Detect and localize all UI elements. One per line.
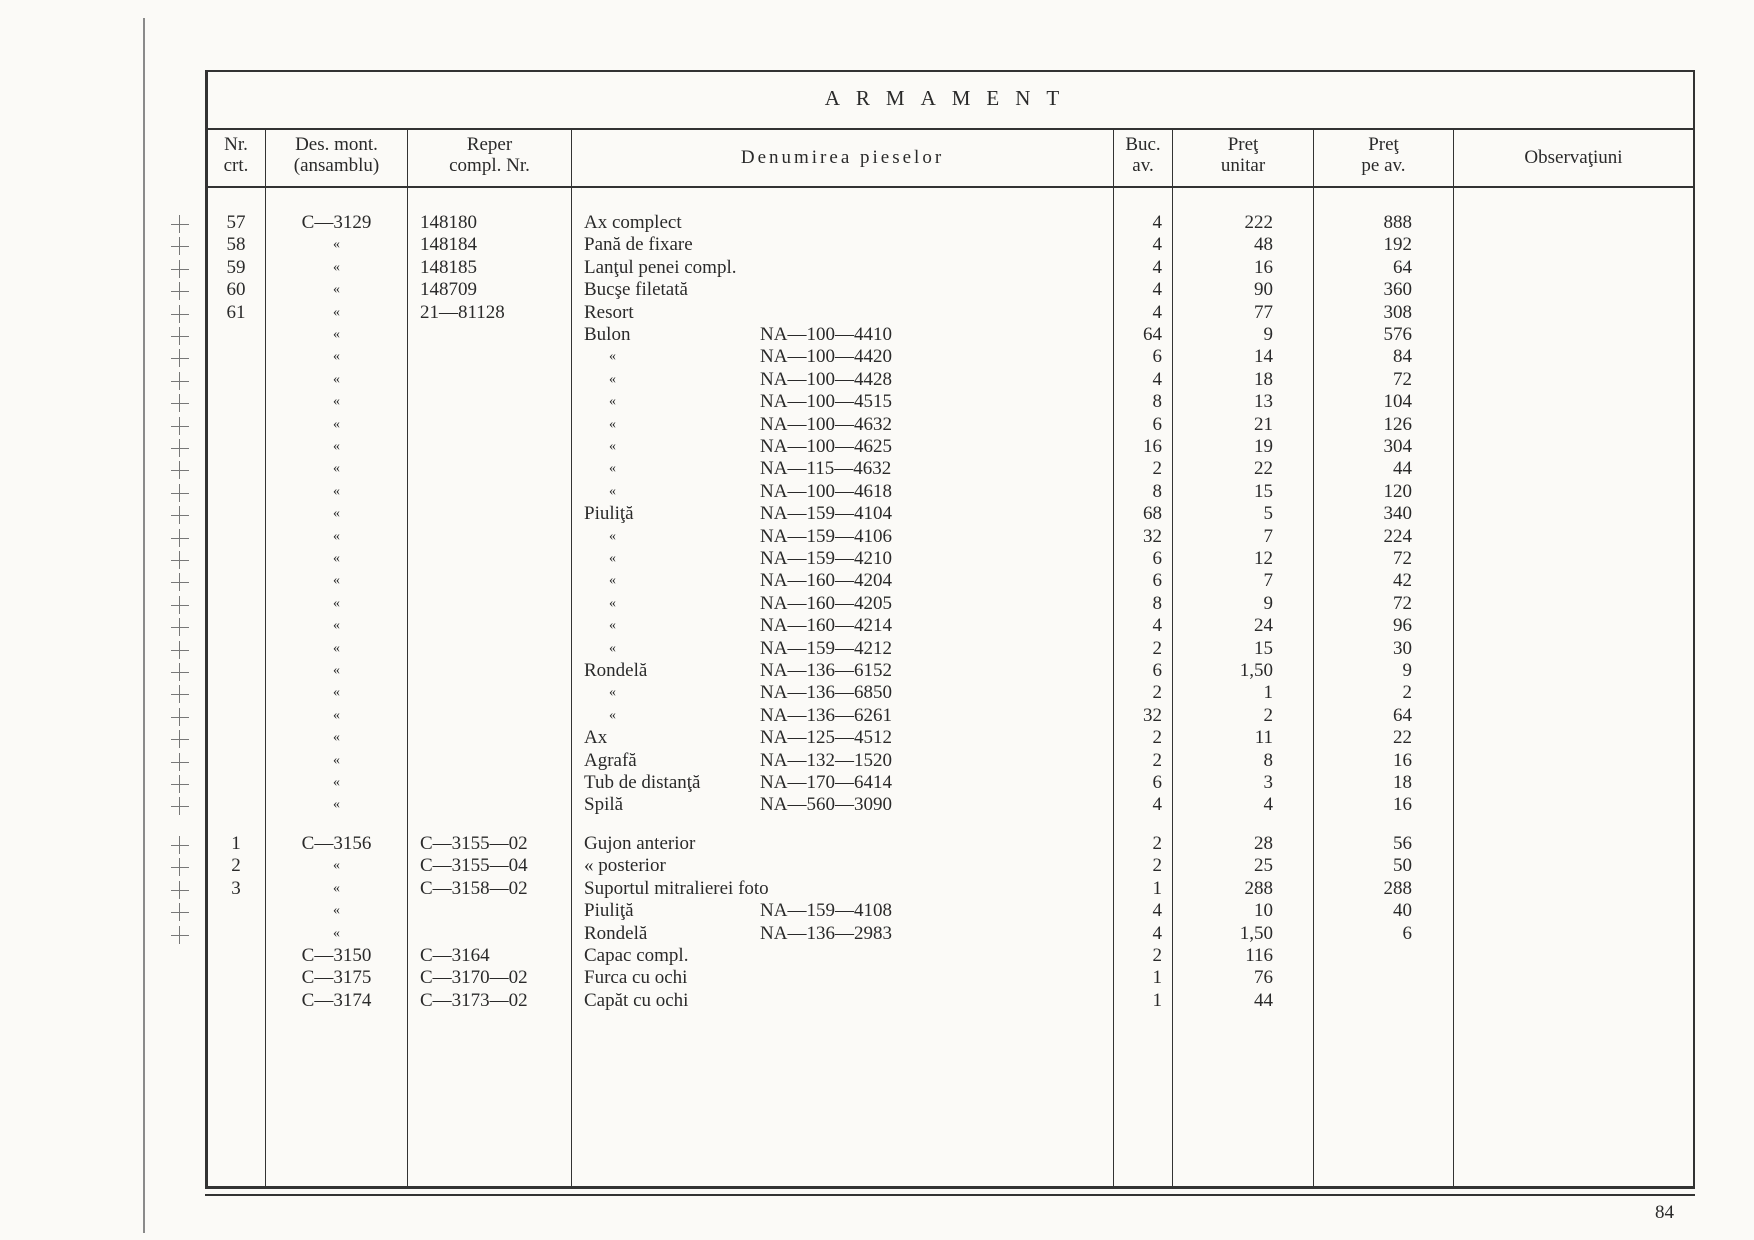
plus-mark-icon	[171, 237, 189, 255]
cell-pret-pe-av: 72	[1393, 592, 1412, 614]
cell-buc: 4	[1152, 615, 1162, 637]
cell-pret-unitar: 5	[1263, 503, 1273, 525]
cell-code: NA—100—4625	[760, 436, 892, 457]
cell-pret-pe-av: 304	[1383, 436, 1412, 457]
cell-des-mont: «	[333, 349, 340, 365]
cell-buc: 6	[1152, 548, 1162, 569]
binding-line	[143, 18, 145, 1233]
cell-code: NA—136—6261	[760, 704, 892, 726]
cell-des-mont: «	[333, 903, 340, 919]
header-reper: Reper compl. Nr.	[449, 134, 530, 176]
plus-mark-icon	[171, 708, 189, 726]
plus-mark-icon	[171, 551, 189, 569]
cell-des-mont: «	[333, 416, 340, 432]
cell-pret-unitar: 44	[1254, 989, 1273, 1011]
cell-buc: 8	[1152, 391, 1162, 413]
plus-mark-icon	[171, 641, 189, 659]
cell-des-mont: «	[333, 707, 340, 723]
cell-denumirea: Bulon	[584, 324, 631, 345]
cell-pret-unitar: 24	[1254, 615, 1273, 637]
cell-pret-pe-av: 308	[1383, 301, 1412, 323]
cell-code: NA—100—4515	[760, 391, 892, 413]
cell-pret-pe-av: 50	[1393, 855, 1412, 877]
cell-denumirea: Piuliţă	[584, 900, 634, 922]
cell-code: NA—136—2983	[760, 922, 892, 944]
cell-pret-unitar: 48	[1254, 234, 1273, 256]
cell-des-mont: C—3150	[301, 945, 372, 966]
cell-des-mont: «	[333, 394, 340, 410]
plus-mark-icon	[171, 573, 189, 591]
cell-denumirea: Rondelă	[584, 922, 648, 944]
plus-mark-icon	[171, 753, 189, 771]
cell-denumirea: Furca cu ochi	[584, 967, 688, 989]
plus-mark-icon	[171, 529, 189, 547]
plus-mark-icon	[171, 461, 189, 479]
cell-reper: C—3173—02	[420, 989, 528, 1011]
cell-pret-pe-av: 340	[1383, 503, 1412, 525]
cell-pret-unitar: 19	[1254, 436, 1273, 457]
header-pret-unitar: Preţ unitar	[1220, 134, 1266, 176]
header-observatiuni: Observaţiuni	[1524, 147, 1623, 168]
cell-pret-pe-av: 22	[1393, 727, 1412, 749]
plus-mark-icon	[171, 484, 189, 502]
cell-denumirea: «	[609, 439, 616, 454]
cell-reper: 148709	[420, 279, 477, 301]
cell-reper: 21—81128	[420, 301, 505, 323]
cell-nr: 61	[226, 301, 246, 323]
cell-pret-unitar: 222	[1244, 212, 1273, 233]
plus-mark-icon	[171, 349, 189, 367]
cell-des-mont: «	[333, 282, 340, 298]
cell-pret-pe-av: 64	[1393, 256, 1412, 278]
cell-buc: 32	[1143, 525, 1162, 547]
cell-denumirea: «	[609, 595, 616, 611]
cell-denumirea: «	[609, 573, 616, 589]
cell-denumirea: Spilă	[584, 794, 624, 816]
cell-des-mont: «	[333, 259, 340, 275]
cell-pret-unitar: 16	[1254, 256, 1273, 278]
cell-pret-unitar: 77	[1254, 301, 1273, 323]
cell-denumirea: Piuliţă	[584, 503, 634, 525]
cell-pret-unitar: 288	[1244, 877, 1273, 899]
cell-denumirea: «	[609, 349, 616, 365]
cell-buc: 32	[1143, 704, 1162, 726]
cell-buc: 2	[1152, 727, 1162, 749]
cell-buc: 4	[1152, 922, 1162, 944]
cell-nr: 1	[231, 833, 241, 854]
cell-des-mont: «	[333, 730, 340, 746]
header-buc: Buc. av.	[1125, 134, 1161, 176]
cell-reper: C—3155—02	[420, 833, 528, 854]
cell-des-mont: «	[333, 663, 340, 678]
cell-denumirea: Lanţul penei compl.	[584, 256, 737, 278]
cell-code: NA—159—4104	[760, 503, 892, 525]
cell-buc: 6	[1152, 570, 1162, 592]
cell-pret-unitar: 9	[1263, 324, 1273, 345]
cell-des-mont: «	[333, 304, 340, 320]
cell-buc: 4	[1152, 256, 1162, 278]
cell-des-mont: «	[333, 618, 340, 634]
cell-pret-pe-av: 44	[1393, 458, 1412, 480]
plus-mark-icon	[171, 730, 189, 748]
cell-pret-unitar: 1,50	[1239, 922, 1273, 944]
cell-buc: 2	[1152, 749, 1162, 771]
cell-des-mont: C—3174	[301, 989, 372, 1011]
cell-pret-pe-av: 888	[1383, 212, 1412, 233]
cell-denumirea: Gujon anterior	[584, 833, 696, 854]
cell-denumirea: «	[609, 461, 616, 477]
cell-code: NA—132—1520	[760, 749, 892, 771]
cell-pret-unitar: 28	[1254, 833, 1273, 854]
cell-pret-unitar: 7	[1263, 525, 1273, 547]
col-divider	[571, 130, 572, 1188]
cell-buc: 4	[1152, 794, 1162, 816]
cell-denumirea: Pană de fixare	[584, 234, 693, 256]
cell-code: NA—100—4410	[760, 324, 892, 345]
cell-nr: 60	[226, 279, 246, 301]
cell-pret-pe-av: 16	[1393, 749, 1412, 771]
cell-pret-unitar: 15	[1254, 480, 1273, 502]
cell-des-mont: C—3129	[301, 212, 372, 233]
cell-code: NA—100—4428	[760, 368, 892, 390]
cell-code: NA—136—6152	[760, 660, 892, 681]
plus-mark-icon	[171, 618, 189, 636]
cell-buc: 4	[1152, 900, 1162, 922]
cell-pret-unitar: 14	[1254, 346, 1273, 368]
col-divider	[1453, 130, 1454, 1188]
plus-mark-icon	[171, 417, 189, 435]
cell-nr: 58	[226, 234, 246, 256]
cell-pret-pe-av: 72	[1393, 548, 1412, 569]
cell-pret-unitar: 25	[1254, 855, 1273, 877]
cell-denumirea: «	[609, 416, 616, 432]
cell-des-mont: «	[333, 439, 340, 454]
cell-pret-pe-av: 104	[1383, 391, 1412, 413]
cell-code: NA—100—4618	[760, 480, 892, 502]
cell-des-mont: «	[333, 573, 340, 589]
cell-reper: C—3158—02	[420, 877, 528, 899]
cell-nr: 3	[231, 877, 241, 899]
cell-denumirea: Tub de distanţă	[584, 772, 701, 793]
cell-pret-pe-av: 2	[1402, 682, 1412, 704]
cell-pret-pe-av: 16	[1393, 794, 1412, 816]
cell-denumirea: Capăt cu ochi	[584, 989, 689, 1011]
cell-buc: 6	[1152, 413, 1162, 435]
plus-mark-icon	[171, 506, 189, 524]
cell-pret-unitar: 76	[1254, 967, 1273, 989]
cell-buc: 2	[1152, 682, 1162, 704]
cell-des-mont: «	[333, 483, 340, 499]
cell-des-mont: «	[333, 880, 340, 896]
cell-nr: 2	[231, 855, 241, 877]
plus-mark-icon	[171, 858, 189, 876]
cell-pret-unitar: 3	[1263, 772, 1273, 793]
cell-pret-pe-av: 120	[1383, 480, 1412, 502]
cell-des-mont: «	[333, 506, 340, 522]
cell-denumirea: « posterior	[584, 855, 666, 877]
cell-pret-unitar: 15	[1254, 637, 1273, 659]
cell-pret-pe-av: 6	[1402, 922, 1412, 944]
cell-buc: 4	[1152, 279, 1162, 301]
cell-pret-unitar: 18	[1254, 368, 1273, 390]
cell-buc: 4	[1152, 212, 1162, 233]
cell-des-mont: «	[333, 752, 340, 768]
cell-pret-pe-av: 30	[1393, 637, 1412, 659]
cell-pret-pe-av: 288	[1383, 877, 1412, 899]
cell-pret-unitar: 8	[1263, 749, 1273, 771]
cell-code: NA—159—4106	[760, 525, 892, 547]
cell-des-mont: «	[333, 775, 340, 790]
header-bottom-rule	[207, 186, 1693, 188]
cell-des-mont: «	[333, 858, 340, 874]
cell-pret-unitar: 2	[1263, 704, 1273, 726]
cell-reper: 148184	[420, 234, 477, 256]
cell-nr: 59	[226, 256, 246, 278]
cell-pret-unitar: 9	[1263, 592, 1273, 614]
plus-mark-icon	[171, 775, 189, 793]
cell-pret-pe-av: 64	[1393, 704, 1412, 726]
plus-mark-icon	[171, 305, 189, 323]
cell-reper: 148180	[420, 212, 477, 233]
cell-denumirea: Suportul mitralierei foto	[584, 877, 769, 899]
cell-code: NA—159—4108	[760, 900, 892, 922]
cell-buc: 2	[1152, 945, 1162, 966]
cell-buc: 2	[1152, 637, 1162, 659]
cell-pret-unitar: 4	[1263, 794, 1273, 816]
cell-buc: 1	[1152, 989, 1162, 1011]
cell-reper: C—3155—04	[420, 855, 528, 877]
cell-des-mont: «	[333, 371, 340, 387]
plus-mark-icon	[171, 663, 189, 681]
cell-pret-pe-av: 576	[1383, 324, 1412, 345]
header-des-mont: Des. mont. (ansamblu)	[293, 134, 380, 176]
cell-pret-pe-av: 360	[1383, 279, 1412, 301]
page-number: 84	[1655, 1202, 1674, 1223]
header-top-rule	[207, 128, 1693, 130]
cell-denumirea: «	[609, 394, 616, 410]
cell-code: NA—100—4420	[760, 346, 892, 368]
cell-reper: C—3170—02	[420, 967, 528, 989]
plus-mark-icon	[171, 797, 189, 815]
cell-pret-unitar: 22	[1254, 458, 1273, 480]
cell-denumirea: Capac compl.	[584, 945, 689, 966]
col-divider	[407, 130, 408, 1188]
cell-pret-unitar: 21	[1254, 413, 1273, 435]
cell-code: NA—159—4212	[760, 637, 892, 659]
cell-denumirea: Ax	[584, 727, 608, 749]
cell-buc: 1	[1152, 967, 1162, 989]
header-denumirea: Denumirea pieselor	[740, 147, 945, 168]
cell-pret-pe-av: 192	[1383, 234, 1412, 256]
cell-pret-pe-av: 42	[1393, 570, 1412, 592]
cell-buc: 6	[1152, 660, 1162, 681]
cell-buc: 4	[1152, 368, 1162, 390]
plus-mark-icon	[171, 926, 189, 944]
cell-buc: 2	[1152, 458, 1162, 480]
cell-des-mont: «	[333, 640, 340, 656]
cell-denumirea: «	[609, 371, 616, 387]
plus-mark-icon	[171, 596, 189, 614]
cell-pret-pe-av: 96	[1393, 615, 1412, 637]
cell-buc: 8	[1152, 592, 1162, 614]
cell-buc: 6	[1152, 346, 1162, 368]
cell-des-mont: C—3156	[301, 833, 372, 854]
cell-code: NA—136—6850	[760, 682, 892, 704]
plus-mark-icon	[171, 439, 189, 457]
cell-pret-unitar: 7	[1263, 570, 1273, 592]
cell-code: NA—170—6414	[760, 772, 892, 793]
plus-mark-icon	[171, 881, 189, 899]
cell-denumirea: «	[609, 483, 616, 499]
cell-des-mont: «	[333, 237, 340, 253]
cell-des-mont: «	[333, 595, 340, 611]
cell-des-mont: «	[333, 327, 340, 342]
cell-pret-unitar: 10	[1254, 900, 1273, 922]
cell-denumirea: Agrafă	[584, 749, 637, 771]
cell-code: NA—160—4205	[760, 592, 892, 614]
cell-reper: C—3164	[420, 945, 490, 966]
cell-des-mont: «	[333, 797, 340, 813]
cell-pret-unitar: 12	[1254, 548, 1273, 569]
plus-mark-icon	[171, 394, 189, 412]
cell-buc: 4	[1152, 301, 1162, 323]
cell-pret-pe-av: 56	[1393, 833, 1412, 854]
cell-code: NA—115—4632	[760, 458, 892, 480]
cell-des-mont: «	[333, 461, 340, 477]
cell-code: NA—560—3090	[760, 794, 892, 816]
cell-buc: 64	[1143, 324, 1162, 345]
cell-code: NA—125—4512	[760, 727, 892, 749]
cell-code: NA—159—4210	[760, 548, 892, 569]
cell-denumirea: «	[609, 618, 616, 634]
cell-des-mont: «	[333, 925, 340, 941]
cell-pret-pe-av: 224	[1383, 525, 1412, 547]
page-title: ARMAMENT	[824, 86, 1076, 110]
plus-mark-icon	[171, 372, 189, 390]
cell-buc: 2	[1152, 855, 1162, 877]
cell-pret-pe-av: 84	[1393, 346, 1412, 368]
cell-buc: 2	[1152, 833, 1162, 854]
cell-code: NA—160—4204	[760, 570, 892, 592]
header-pret-pe-av: Preţ pe av.	[1361, 134, 1406, 176]
cell-pret-unitar: 90	[1254, 279, 1273, 301]
plus-mark-icon	[171, 327, 189, 345]
header-nr: Nr. crt.	[223, 134, 249, 176]
cell-buc: 68	[1143, 503, 1162, 525]
cell-des-mont: «	[333, 685, 340, 701]
plus-mark-icon	[171, 836, 189, 854]
cell-pret-unitar: 116	[1245, 945, 1273, 966]
cell-denumirea: Rondelă	[584, 660, 648, 681]
cell-denumirea: «	[609, 640, 616, 656]
cell-des-mont: «	[333, 528, 340, 544]
cell-pret-unitar: 1,50	[1239, 660, 1273, 681]
cell-buc: 16	[1143, 436, 1162, 457]
cell-des-mont: «	[333, 551, 340, 566]
cell-code: NA—100—4632	[760, 413, 892, 435]
cell-pret-pe-av: 72	[1393, 368, 1412, 390]
cell-des-mont: C—3175	[301, 967, 372, 989]
plus-mark-icon	[171, 215, 189, 233]
cell-buc: 6	[1152, 772, 1162, 793]
cell-denumirea: «	[609, 551, 616, 566]
plus-mark-icon	[171, 260, 189, 278]
plus-mark-icon	[171, 282, 189, 300]
cell-buc: 4	[1152, 234, 1162, 256]
cell-denumirea: «	[609, 685, 616, 701]
table-bottom-rule	[205, 1194, 1695, 1196]
cell-pret-pe-av: 9	[1402, 660, 1412, 681]
cell-code: NA—160—4214	[760, 615, 892, 637]
cell-denumirea: «	[609, 528, 616, 544]
cell-denumirea: «	[609, 707, 616, 723]
cell-pret-unitar: 13	[1254, 391, 1273, 413]
cell-pret-unitar: 11	[1254, 727, 1273, 749]
cell-denumirea: Bucşe filetată	[584, 279, 688, 301]
cell-pret-unitar: 1	[1263, 682, 1273, 704]
cell-nr: 57	[226, 212, 246, 233]
cell-pret-pe-av: 126	[1383, 413, 1412, 435]
plus-mark-icon	[171, 903, 189, 921]
cell-reper: 148185	[420, 256, 477, 278]
cell-pret-pe-av: 40	[1393, 900, 1412, 922]
cell-pret-pe-av: 18	[1393, 772, 1412, 793]
cell-denumirea: Ax complect	[584, 212, 682, 233]
cell-denumirea: Resort	[584, 301, 634, 323]
cell-buc: 8	[1152, 480, 1162, 502]
cell-buc: 1	[1152, 877, 1162, 899]
plus-mark-icon	[171, 685, 189, 703]
